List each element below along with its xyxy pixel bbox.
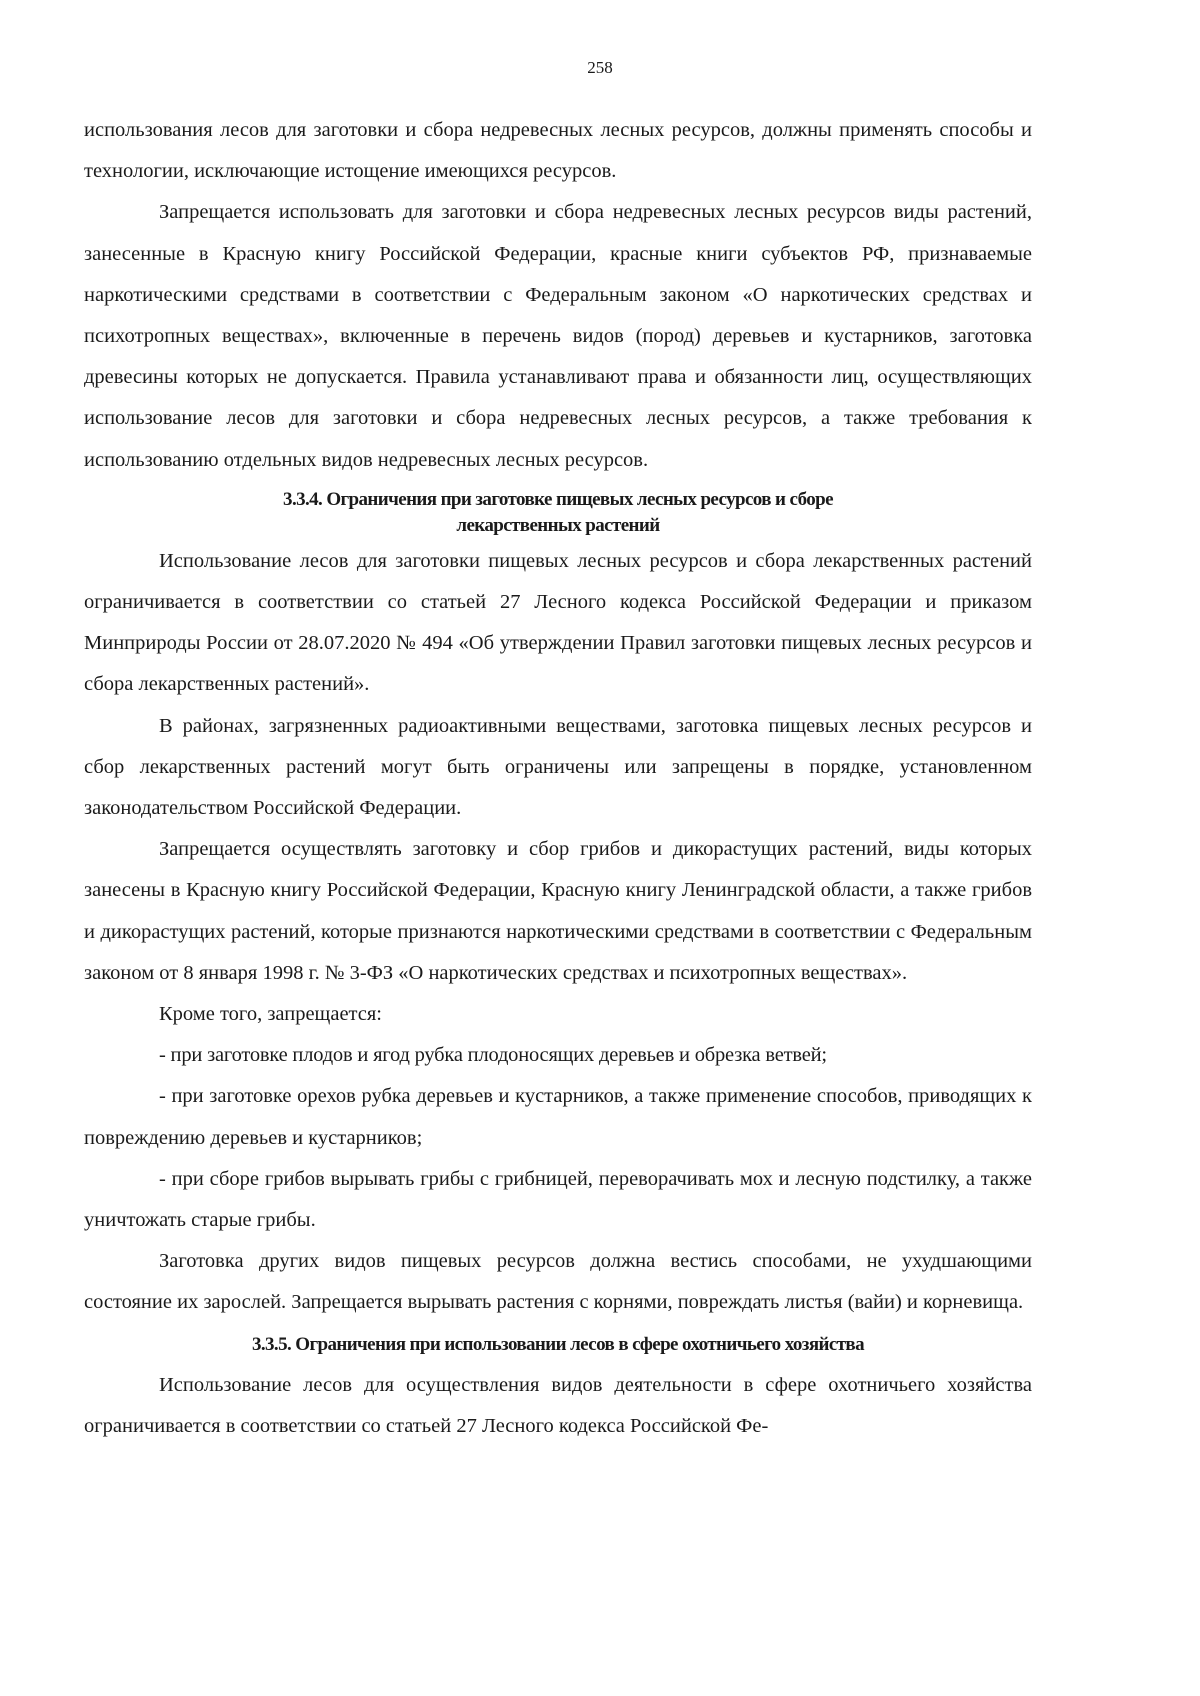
- paragraph-continuation: использования лесов для заготовки и сбора недревесных лесных ресурсов, должны применять способы и технологии, исключающие истощение имеющихся ресурсов.: [84, 119, 1032, 183]
- paragraph: Заготовка других видов пищевых ресурсов должна вестись способами, не ухудшающими состояние их зарослей. Запрещается вырывать растения с корнями, повреждать листья (вайи) и корневища.: [84, 1250, 1032, 1314]
- paragraph: Запрещается осуществлять заготовку и сбор грибов и дикорастущих растений, виды которых занесены в Красную книгу Российской Федерации, Красную книгу Ленинградской области, а также грибов и дикорастущих растений, которые признаются наркотическими средствами в соответствии с Федеральным законом от 8 января 1998 г. № 3-ФЗ «О наркотических средствах и психотропных веществах».: [84, 838, 1032, 984]
- list-item: - при заготовке орехов рубка деревьев и кустарников, а также применение способов, приводящих к повреждению деревьев и кустарников;: [84, 1085, 1032, 1149]
- section-heading-line: 3.3.4. Ограничения при заготовке пищевых лесных ресурсов и сборе: [283, 488, 833, 510]
- paragraph: Запрещается использовать для заготовки и сбора недревесных лесных ресурсов виды растений, занесенные в Красную книгу Российской Федерации, красные книги субъектов РФ, признаваемые наркотическими средствами в соответствии с Федеральным законом «О наркотических средствах и психотропных веществах», включенные в перечень видов (пород) деревьев и кустарников, заготовка древесины которых не допускается. Правила устанавливают права и обязанности лиц, осуществляющих использование лесов для заготовки и сбора недревесных лесных ресурсов, а также требования к использованию отдельных видов недревесных лесных ресурсов.: [84, 201, 1032, 471]
- section-heading-line: лекарственных растений: [456, 514, 660, 536]
- document-body: [84, 110, 1032, 1447]
- list-item: - при заготовке плодов и ягод рубка плодоносящих деревьев и обрезка ветвей;: [159, 1044, 827, 1067]
- paragraph: Кроме того, запрещается:: [159, 1003, 382, 1026]
- paragraph: Использование лесов для осуществления видов деятельности в сфере охотничьего хозяйства ограничивается в соответствии со статьей 27 Лесного кодекса Российской Фе-: [84, 1373, 1032, 1438]
- section-heading-3-3-4: [84, 481, 1032, 541]
- page-number: 258: [587, 58, 613, 77]
- paragraph: Использование лесов для заготовки пищевых лесных ресурсов и сбора лекарственных растений ограничивается в соответствии со статьей 27 Лесного кодекса Российской Федерации и приказом Минприроды России от 28.07.2020 № 494 «Об утверждении Правил заготовки пищевых лесных ресурсов и сбора лекарственных растений».: [84, 549, 1032, 696]
- paragraph: В районах, загрязненных радиоактивными веществами, заготовка пищевых лесных ресурсов и сбор лекарственных растений могут быть ограничены или запрещены в порядке, установленном законодательством Российской Федерации.: [84, 714, 1032, 820]
- list-item: - при сборе грибов вырывать грибы с грибницей, переворачивать мох и лесную подстилку, а также уничтожать старые грибы.: [84, 1167, 1032, 1232]
- section-heading-3-3-5: 3.3.5. Ограничения при использовании лесов в сфере охотничьего хозяйства: [251, 1333, 864, 1355]
